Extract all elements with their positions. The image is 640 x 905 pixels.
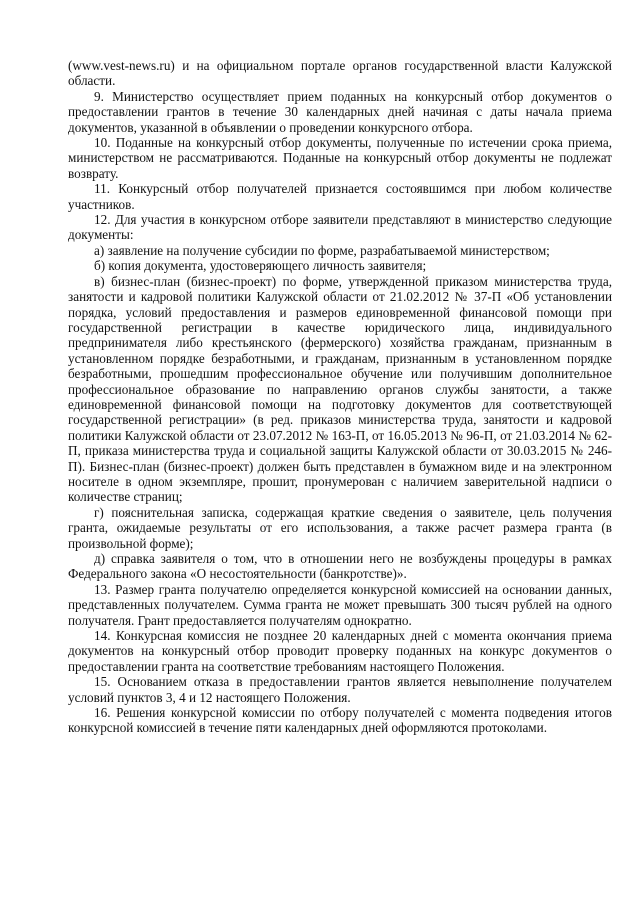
- paragraph-intro: (www.vest-news.ru) и на официальном портале органов государственной власти Калужской области.: [68, 58, 612, 89]
- paragraph-11: 11. Конкурсный отбор получателей признается состоявшимся при любом количестве участников.: [68, 181, 612, 212]
- paragraph-12: 12. Для участия в конкурсном отборе заявители представляют в министерство следующие документы:: [68, 212, 612, 243]
- paragraph-10: 10. Поданные на конкурсный отбор документы, полученные по истечении срока приема, министерством не рассматриваются. Поданные на конкурсный отбор документы не подлежат возврату.: [68, 135, 612, 181]
- paragraph-15: 15. Основанием отказа в предоставлении грантов является невыполнение получателем условий пунктов 3, 4 и 12 настоящего Положения.: [68, 674, 612, 705]
- paragraph-12-b: б) копия документа, удостоверяющего личность заявителя;: [94, 258, 427, 274]
- paragraph-16: 16. Решения конкурсной комиссии по отбору получателей с момента подведения итогов конкурсной комиссией в течение пяти календарных дней оформляются протоколами.: [68, 705, 612, 736]
- paragraph-12-a: а) заявление на получение субсидии по форме, разрабатываемой министерством;: [94, 242, 550, 258]
- document-page: [68, 58, 612, 736]
- paragraph-12-g: г) пояснительная записка, содержащая краткие сведения о заявителе, цель получения гранта, ожидаемые результаты от его использования, а также расчет размера гранта (в произвольной форме);: [68, 504, 612, 551]
- paragraph-14: 14. Конкурсная комиссия не позднее 20 календарных дней с момента окончания приема документов на конкурсный отбор проводит проверку поданных на конкурс документов о предоставлении гранта на соответствие требованиям настоящего Положения.: [68, 628, 612, 674]
- paragraph-12-v: в) бизнес-план (бизнес-проект) по форме, утвержденной приказом министерства труда, занятости и кадровой политики Калужской области от 21.02.2012 № 37-П «Об установлении порядка, условий предоставления и размеров единовременной финансовой помощи при государственной регистрации в качестве юридического лица, индивидуального предпринимателя либо крестьянского (фермерского) хозяйства гражданам, признанным в установленном порядке безработными, и гражданам, признанным в установленном порядке безработными, прошедшим профессиональное обучение или получившим дополнительное профессиональное образование по направлению органов службы занятости, а также единовременной финансовой помощи на подготовку документов для соответствующей государственной регистрации» (в ред. приказов министерства труда, занятости и кадровой политики Калужской области от 23.07.2012 № 163-П, от 16.05.2013 № 96-П, от 21.03.2014 № 62-П, приказа министерства труда и социальной защиты Калужской области от 30.03.2015 № 246-П). Бизнес-план (бизнес-проект) должен быть представлен в бумажном виде и на электронном носителе в одном экземпляре, прошит, пронумерован с наличием заверительной надписи о количестве страниц;: [68, 273, 612, 505]
- paragraph-9: 9. Министерство осуществляет прием поданных на конкурсный отбор документов о предоставлении грантов в течение 30 календарных дней начиная с даты начала приема документов, указанной в объявлении о проведении конкурсного отбора.: [68, 88, 612, 135]
- paragraph-12-d: д) справка заявителя о том, что в отношении него не возбуждены процедуры в рамках Федерального закона «О несостоятельности (банкротстве)».: [68, 551, 612, 582]
- paragraph-13: 13. Размер гранта получателю определяется конкурсной комиссией на основании данных, представленных получателем. Сумма гранта не может превышать 300 тысяч рублей на одного получателя. Грант предоставляется получателям однократно.: [68, 581, 612, 628]
